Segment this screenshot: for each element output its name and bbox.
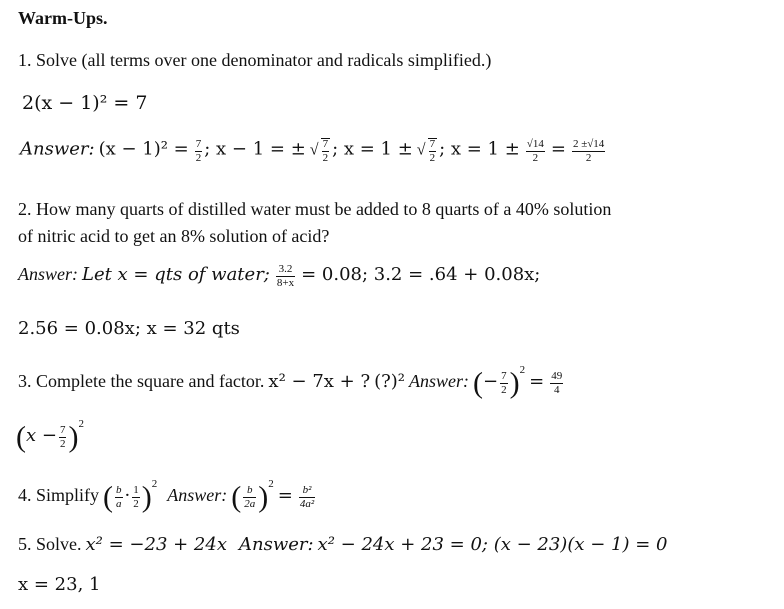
question-3-prompt: 3. Complete the square and factor. <box>18 371 265 391</box>
question-1-prompt: 1. Solve (all terms over one denominator and radicals simplified.) <box>18 50 492 70</box>
question-5-line <box>18 534 667 555</box>
question-3-line: 3. Complete the square and factor. x² − 7x + ? (?)² Answer: (− $\frac{7}{2}$ )$^2$ = $\frac{49}{4}$ <box>18 364 563 400</box>
answer-label: Answer: <box>409 371 470 391</box>
answer-part: ; x = 1 ± <box>439 138 520 160</box>
fraction: $\frac{√14}{2}$ <box>526 137 544 164</box>
fraction: $\frac{7}{2}$ <box>195 137 202 164</box>
fraction: $\frac{7}{2}$ <box>59 423 66 450</box>
question-2-answer-line-2: 2.56 = 0.08x; x = 32 qts <box>18 318 240 339</box>
question-5-answer: x² − 24x + 23 = 0; (x − 23)(x − 1) = 0 <box>317 534 668 555</box>
answer-label: Answer: <box>18 264 78 285</box>
radical: √ $\frac{7}{2}$ <box>309 138 329 164</box>
answer-part: ; x − 1 = ± <box>204 138 306 160</box>
answer-part: ; x = 1 ± <box>332 138 413 160</box>
question-2-prompt-line-2: of nitric acid to get an 8% solution of acid? <box>18 226 330 246</box>
question-4-line: 4. Simplify ( $\frac{b}{a}$ · $\frac{1}{2}$ )$^2$ Answer: ( $\frac{b}{2a}$ )$^2$ = $\frac{\text{b²}}{\text{4a²}}$ <box>18 478 315 514</box>
answer-part: (x − 1)² = <box>98 138 189 160</box>
question-2-prompt-line-1: 2. How many quarts of distilled water must be added to 8 quarts of a 40% solution <box>18 199 612 219</box>
question-3-factored: (x − $\frac{7}{2}$ )$^2$ <box>16 418 84 454</box>
fraction: $\frac{\text{b²}}{\text{4a²}}$ <box>299 483 315 510</box>
fraction: $\frac{3.2}{8+x}$ <box>276 263 295 289</box>
radical: √ $\frac{7}{2}$ <box>416 138 436 164</box>
question-1-problem: 2(x − 1)² = 7 <box>22 92 148 114</box>
question-5-answer-line-2: x = 23, 1 <box>18 574 101 595</box>
fraction: $\frac{b}{a}$ <box>116 483 122 510</box>
fraction: $\frac{49}{4}$ <box>551 369 563 396</box>
answer-label: Answer: <box>167 485 228 505</box>
question-2-answer <box>18 264 540 289</box>
answer-part: = 0.08; 3.2 = .64 + 0.08x; <box>301 264 541 286</box>
question-3-expression: x² − 7x + ? <box>268 371 371 392</box>
answer-label: Answer: <box>20 138 95 160</box>
fraction: $\frac{1}{2}$ <box>133 483 139 510</box>
answer-part: = <box>550 138 566 160</box>
answer-label: Answer: <box>238 534 314 555</box>
question-4-prompt: 4. Simplify <box>18 485 100 505</box>
fraction: $\frac{b}{2a}$ <box>244 483 256 510</box>
heading: Warm-Ups. <box>18 8 108 28</box>
fraction: $\frac{7}{2}$ <box>501 369 507 396</box>
question-5-expression: x² = −23 + 24x <box>85 534 227 555</box>
answer-part: Let x = qts of water; <box>82 264 270 286</box>
question-3-blank: (?)² <box>374 371 406 392</box>
question-5-prompt: 5. Solve. <box>18 534 82 554</box>
question-1-answer <box>20 138 607 164</box>
fraction: $\frac{2 \pm√14}{2}$ <box>572 137 605 164</box>
